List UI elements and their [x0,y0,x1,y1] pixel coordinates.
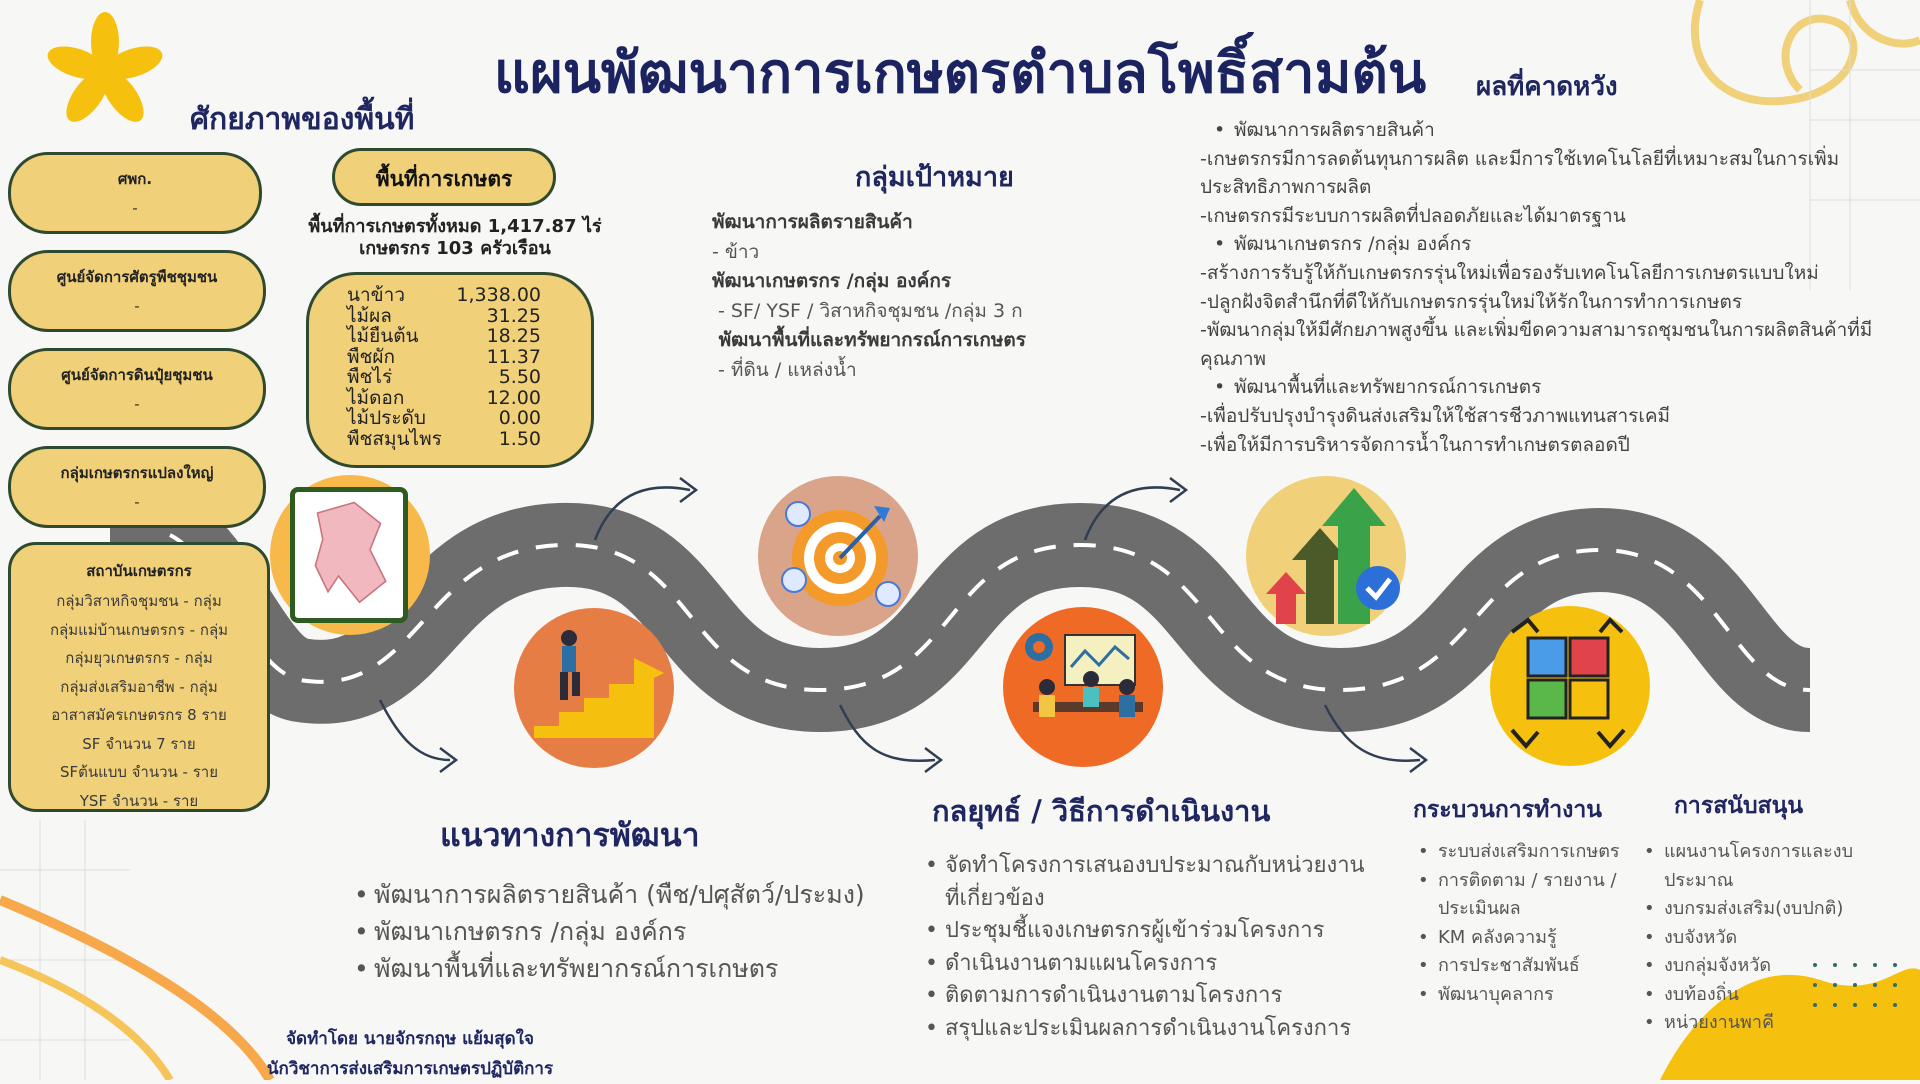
expected-category: • พัฒนาพื้นที่และทรัพยากรณ์การเกษตร [1200,373,1880,402]
institution-item: กลุ่มยุวเกษตรกร - กลุ่ม [65,649,213,667]
crop-area: 5.50 [498,366,541,388]
potential-box-value: - [134,395,140,413]
page-title: แผนพัฒนาการเกษตรตำบลโพธิ์สามต้น [493,41,1427,106]
institution-item: อาสาสมัครเกษตรกร 8 ราย [51,706,227,724]
process-item: • การติดตาม / รายงาน / ประเมินผล [1438,867,1648,924]
target-category: พัฒนาพื้นที่และทรัพยากรณ์การเกษตร [712,329,1026,351]
process-item: • การประชาสัมพันธ์ [1438,952,1648,981]
expected-detail: -ปลูกฝังจิตสำนึกที่ดีให้กับเกษตรกรรุ่นใหม่ให้รักในการทำการเกษตร [1200,290,1743,313]
farm-area-row [347,408,541,429]
crop-name: ไม้ประดับ [347,407,426,429]
potential-box-title: ศพก. [117,170,153,188]
growth-arrows-icon [1246,476,1406,636]
crop-area: 1,338.00 [456,284,541,306]
crop-name: พืชสมุนไพร [347,427,442,450]
bullet-icon: • [1214,233,1226,256]
expected-content [1200,116,1880,459]
strategy-item: • ประชุมชี้แจงเกษตรกรผู้เข้าร่วมโครงการ [945,915,1365,948]
team-meeting-icon [1003,607,1163,767]
institution-item: กลุ่มแม่บ้านเกษตรกร - กลุ่ม [49,620,229,639]
target-category: พัฒนาเกษตรกร /กลุ่ม องค์กร [712,270,952,292]
farm-area-row [347,306,541,327]
farm-area-row [347,367,541,388]
growth-circle [514,608,674,768]
expected-detail: -สร้างการรับรู้ให้กับเกษตรกรรุ่นใหม่เพื่อรองรับเทคโนโลยีการเกษตรแบบใหม่ [1200,261,1819,284]
farm-area-row [347,347,541,368]
strategy-item: • สรุปและประเมินผลการดำเนินงานโครงการ [945,1013,1365,1046]
development-item: • พัฒนาเกษตรกร /กลุ่ม องค์กร [374,913,865,950]
potential-heading: ศักยภาพของพื้นที่ [190,102,415,137]
expected-category: • พัฒนาเกษตรกร /กลุ่ม องค์กร [1200,230,1880,259]
institution-item: SF จำนวน 7 ราย [82,734,196,753]
results-circle [1246,476,1406,636]
development-heading: แนวทางการพัฒนา [440,816,700,854]
credit-position: นักวิชาการส่งเสริมการเกษตรปฏิบัติการ [266,1059,554,1079]
strategy-item: • จัดทำโครงการเสนองบประมาณกับหน่วยงานที่เกี่ยวข้อง [945,850,1365,915]
process-heading: กระบวนการทำงาน [1413,797,1603,823]
support-item: • หน่วยงานพาคี [1664,1009,1914,1038]
potential-box-title: ศูนย์จัดการดินปุ๋ยชุมชน [61,366,213,384]
potential-box-value: - [134,297,140,315]
credit-author: จัดทำโดย นายจักรกฤษ แย้มสุดใจ [286,1029,534,1049]
strategy-circle [1003,607,1163,767]
crop-name: พืชไร่ [347,366,393,388]
support-item: • แผนงานโครงการและงบประมาณ [1664,838,1914,895]
potential-box-title: กลุ่มเกษตรกรแปลงใหญ่ [60,464,214,482]
farm-area-row [347,388,541,409]
potential-box-pest-center [8,250,266,332]
institution-item: YSF จำนวน - ราย [79,791,199,810]
farm-area-table [306,272,594,468]
support-item: • งบกรมส่งเสริม(งบปกติ) [1664,895,1914,924]
strategy-list [923,850,1365,1045]
farm-area-row [347,429,541,450]
potential-box-title: ศูนย์จัดการศัตรูพืชชุมชน [56,268,218,286]
process-item: • ระบบส่งเสริมการเกษตร [1438,838,1648,867]
crop-area: 11.37 [486,345,541,368]
potential-box-soil-center [8,348,266,430]
expected-category: • พัฒนาการผลิตรายสินค้า [1200,116,1880,145]
strategy-heading: กลยุทธ์ / วิธีการดำเนินงาน [932,794,1271,828]
institutions-list [11,587,267,815]
development-item: • พัฒนาพื้นที่และทรัพยากรณ์การเกษตร [374,950,865,987]
target-detail: - ข้าว [712,240,760,263]
support-list [1642,838,1914,1038]
crop-area: 31.25 [486,304,541,327]
potential-box-value: - [132,199,138,217]
expected-detail: -พัฒนากลุ่มให้มีศักยภาพสูงขึ้น และเพิ่มขีดความสามารถชุมชนในการผลิตสินค้าที่มี [1200,319,1873,342]
bullet-icon: • [1214,376,1226,399]
expected-detail: -เกษตรกรมีการลดต้นทุนการผลิต และมีการใช้เทคโนโลยีที่เหมาะสมในการเพิ่ม [1200,147,1840,170]
farm-area-rows [309,275,591,449]
expected-heading: ผลที่คาดหวัง [1476,72,1618,102]
target-dartboard-icon [758,476,918,636]
process-item: • KM คลังความรู้ [1438,924,1648,953]
process-item: • พัฒนาบุคลากร [1438,981,1648,1010]
support-item: • งบกลุ่มจังหวัด [1664,952,1914,981]
crop-area: 12.00 [486,386,541,409]
expected-detail: -เพื่อให้มีการบริหารจัดการน้ำในการทำเกษตรตลอดปี [1200,433,1630,456]
village-map-icon [290,487,408,623]
institution-item: SFต้นแบบ จำนวน - ราย [60,763,218,781]
farm-area-households: เกษตรกร 103 ครัวเรือน [359,238,551,259]
development-list [352,876,865,987]
farm-area-row [347,285,541,306]
crop-area: 1.50 [498,427,541,450]
target-detail: - ที่ดิน / แหล่งน้ำ [712,358,857,381]
crop-name: ไม้ดอก [347,386,405,409]
process-circle [1490,606,1650,766]
support-item: • งบจังหวัด [1664,924,1914,953]
support-heading: การสนับสนุน [1674,793,1804,819]
crop-area: 18.25 [486,325,541,347]
target-heading: กลุ่มเป้าหมาย [855,162,1014,193]
farm-area-total: พื้นที่การเกษตรทั้งหมด 1,417.87 ไร่ [308,216,602,237]
crop-name: พืชผัก [347,345,396,368]
institutions-title: สถาบันเกษตรกร [86,562,192,580]
credit [230,1024,590,1084]
process-list [1416,838,1648,1009]
crop-name: ไม้ยืนต้น [347,325,419,347]
climbing-stairs-icon [514,608,674,768]
strategy-item: • ดำเนินงานตามแผนโครงการ [945,948,1365,981]
support-item: • งบท้องถิ่น [1664,981,1914,1010]
farm-area-label: พื้นที่การเกษตร [375,167,513,191]
target-circle [758,476,918,636]
target-category: พัฒนาการผลิตรายสินค้า [712,211,913,233]
development-item: • พัฒนาการผลิตรายสินค้า (พืช/ปศุสัตว์/ประมง) [374,876,865,913]
bullet-icon: • [1214,119,1226,141]
institutions-box [8,542,270,812]
expected-detail: ประสิทธิภาพการผลิต [1200,176,1372,199]
crop-name: นาข้าว [347,284,405,306]
crop-name: ไม้ผล [347,304,392,327]
potential-box-spk [8,152,262,234]
expected-detail: -เพื่อปรับปรุงบำรุงดินส่งเสริมให้ใช้สารชีวภาพแทนสารเคมี [1200,404,1671,427]
farm-area-summary [290,216,620,260]
farm-area-row [347,326,541,347]
target-content [712,208,1026,385]
target-detail: - SF/ YSF / วิสาหกิจชุมชน /กลุ่ม 3 ก [712,299,1023,322]
expected-detail: คุณภาพ [1200,347,1267,370]
expected-detail: -เกษตรกรมีระบบการผลิตที่ปลอดภัยและได้มาตรฐาน [1200,204,1626,227]
potential-box-value: - [134,493,140,511]
farm-area-label-box [332,148,556,206]
institution-item: กลุ่มวิสาหกิจชุมชน - กลุ่ม [56,592,222,610]
strategy-item: • ติดตามการดำเนินงานตามโครงการ [945,980,1365,1013]
puzzle-hands-icon [1490,606,1650,766]
map-circle [270,475,430,635]
crop-area: 0.00 [498,407,541,429]
institution-item: กลุ่มส่งเสริมอาชีพ - กลุ่ม [60,677,218,696]
potential-box-large-plot [8,446,266,528]
